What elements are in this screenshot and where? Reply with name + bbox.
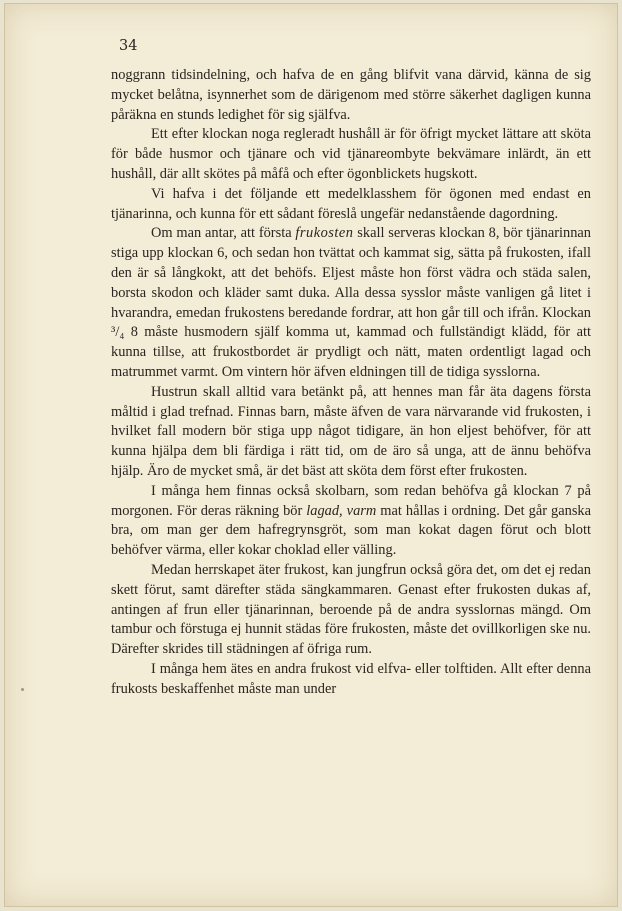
paragraph-p7 [111, 561, 591, 660]
paragraph-p2 [111, 125, 591, 184]
paragraph-text: Om man antar, att första [151, 225, 296, 242]
body-text [111, 66, 591, 700]
paragraph-text: Hustrun skall alltid vara betänkt på, att hennes man får äta dagens första måltid i glad trefnad. Finnas barn, måste äfven de vara närvarande vid frukosten, i hvilket fall modern bör stiga upp något tidigare, än hon eljest behöfver, för att kunna hjälpa dem bli färdiga i rätt tid, om de äro så unga, att de ännu behöfva hjälp. Äro de mycket små, är det bäst att sköta dem först efter frukosten. [111, 383, 591, 479]
emphasized-text: frukosten [295, 225, 354, 242]
paragraph-p4 [111, 224, 591, 382]
paragraph-text: mat hållas i ordning. Det går ganska bra, om man ger dem hafregrynsgröt, som man kokat dagen förut och blott behöfver värma, eller kokar choklad eller välling. [111, 502, 592, 559]
paragraph-text: I många hem ätes en andra frukost vid elfva- eller tolftiden. Allt efter denna frukosts beskaffenhet måste man under [111, 660, 591, 697]
paragraph-text: noggrann tidsindelning, och hafva de en gång blifvit vana därvid, känna de sig mycket belåtna, isynnerhet som de därigenom med större säkerhet dagligen kunna påräkna en stunds ledighet för sig själfva. [111, 67, 591, 123]
paragraph-text: skall serveras klockan 8, bör tjänarinnan stiga upp klockan 6, och sedan hon tvättat och kammat sig, sätta på frukosten, ifall den är så långkokt, att det behöfs. Eljest måste hon först vädra och städa salen, borsta skodon och kläder samt duka. Alla dessa sysslor måste vanligen gå litet i hvarandra, emedan frukostens beredande fordrar, att hon går till och ifrån. Klockan ³/₄ 8 måste husmodern själf komma ut, kammad och fullständigt klädd, för att kunna tillse, att frukostbordet är prydligt och nätt, maten ordentligt lagad och matrummet varmt. Om vintern hör äfven eldningen till de tidiga sysslorna. [111, 225, 592, 380]
paragraph-text: Medan herrskapet äter frukost, kan jungfrun också göra det, om det ej redan skett förut, samt därefter städa sängkammaren. Genast efter frukosten dukas af, antingen af frun eller tjänarinnan, beroende på de andra sysslornas mängd. Om tambur och förstuga ej hunnit städas före frukosten, måste det ovillkorligen ske nu. Därefter skrides till städningen af öfriga rum. [111, 561, 591, 658]
book-page [4, 3, 618, 907]
paragraph-text: Vi hafva i det följande ett medelklasshem för ögonen med endast en tjänarinna, och kunna för ett sådant föreslå ungefär nedanstående dagordning. [111, 185, 591, 222]
emphasized-text: lagad, varm [306, 502, 377, 519]
paragraph-p5 [111, 383, 591, 482]
paragraph-p3 [111, 185, 591, 225]
paper-speck [21, 688, 24, 691]
paragraph-text: Ett efter klockan noga regleradt hushåll är för öfrigt mycket lättare att sköta för både husmor och tjänare och vid tjänareombyte bekvämare inlärdt, än ett hushåll, där allt skötes på måfå och efter ögonblickets hugskott. [111, 126, 591, 182]
paragraph-p8 [111, 660, 591, 700]
paragraph-text: I många hem finnas också skolbarn, som redan behöfva gå klockan 7 på morgonen. För deras räkning bör [111, 482, 591, 519]
paragraph-p6 [111, 482, 591, 561]
paragraph-p1 [111, 66, 591, 125]
page-number: 34 [119, 38, 138, 54]
